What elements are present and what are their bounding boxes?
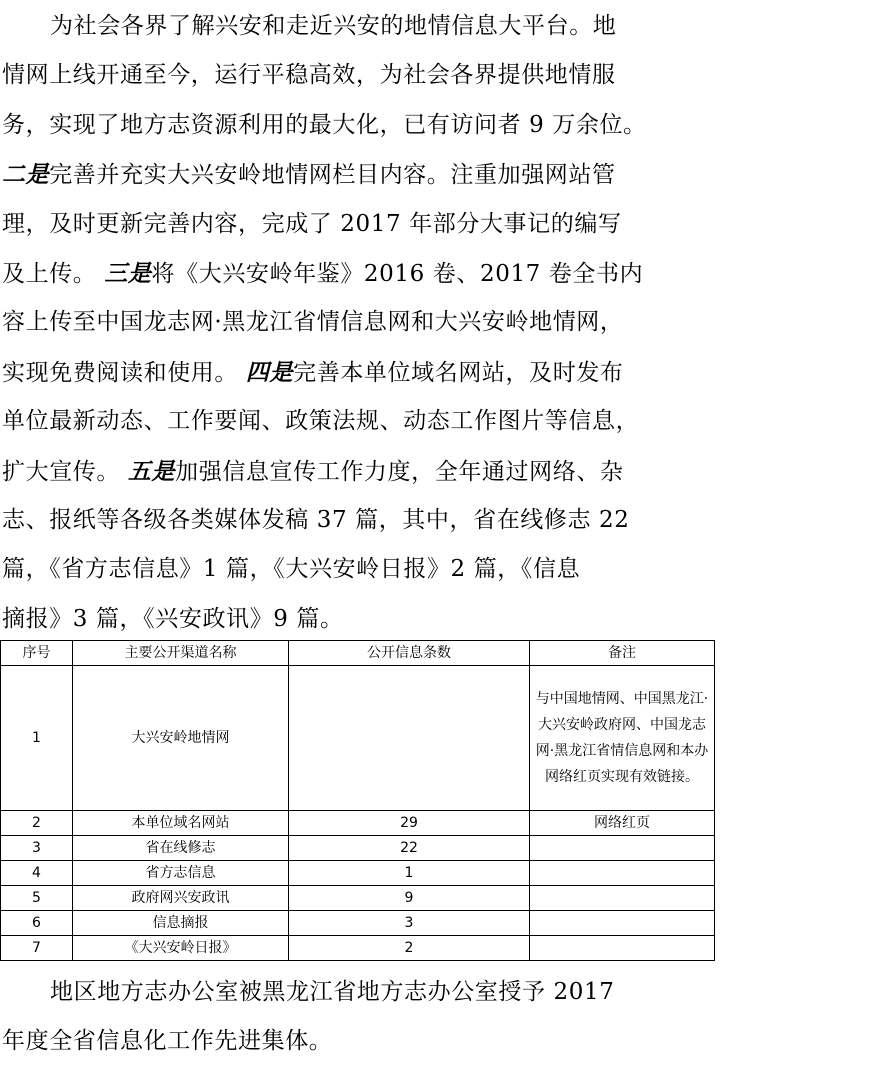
cell-note: [530, 836, 715, 861]
ordinal-emphasis: 五是: [127, 457, 176, 485]
cell-note: 网络红页: [530, 811, 715, 836]
cell-count: 3: [289, 911, 530, 936]
text-line: 容上传至中国龙志网·黑龙江省情信息网和大兴安岭地情网，: [2, 309, 624, 336]
text-line: [2, 348, 714, 397]
cell-note: [530, 936, 715, 961]
table-row: [1, 811, 715, 836]
cell-count: 22: [289, 836, 530, 861]
header-count: 公开信息条数: [289, 641, 530, 666]
text-line: [2, 150, 714, 199]
cell-count: 2: [289, 936, 530, 961]
text-run: 完善并充实大兴安岭地情网栏目内容。注重加强网站管: [49, 162, 616, 189]
cell-count: 29: [289, 811, 530, 836]
cell-channel: 信息摘报: [73, 911, 289, 936]
header-seq: 序号: [1, 641, 73, 666]
text-run: 将《大兴安岭年鉴》2016 卷、2017 卷全书内: [151, 260, 644, 287]
table-row: [1, 936, 715, 961]
cell-channel: 《大兴安岭日报》: [73, 936, 289, 961]
text-run: 加强信息宣传工作力度，全年通过网络、杂: [175, 458, 624, 485]
text-line: [2, 447, 714, 496]
text-line: 地区地方志办公室被黑龙江省地方志办公室授予 2017: [50, 979, 615, 1005]
text-line: 年度全省信息化工作先进集体。: [2, 1028, 333, 1055]
table-row: [1, 861, 715, 886]
header-note: 备注: [530, 641, 715, 666]
cell-seq: 6: [1, 911, 73, 936]
cell-count: 1: [289, 861, 530, 886]
text-run: 实现免费阅读和使用。: [2, 359, 238, 386]
disclosure-channel-table: [0, 640, 715, 961]
cell-channel: 大兴安岭地情网: [73, 666, 289, 811]
text-run: 扩大宣传。: [2, 458, 120, 485]
cell-seq: 1: [1, 666, 73, 811]
cell-note: [530, 861, 715, 886]
cell-note: [530, 911, 715, 936]
cell-channel: 省方志信息: [73, 861, 289, 886]
cell-seq: 2: [1, 811, 73, 836]
text-line: 篇，《省方志信息》1 篇，《大兴安岭日报》2 篇，《信息: [2, 556, 581, 583]
ordinal-emphasis: 四是: [245, 358, 294, 386]
text-line: 为社会各界了解兴安和走近兴安的地情信息大平台。地: [50, 13, 617, 39]
header-channel: 主要公开渠道名称: [73, 641, 289, 666]
body-paragraph-top: [2, 2, 714, 644]
text-line: 单位最新动态、工作要闻、政策法规、动态工作图片等信息，: [2, 408, 640, 435]
cell-seq: 7: [1, 936, 73, 961]
text-line: 情网上线开通至今，运行平稳高效，为社会各界提供地情服: [2, 62, 616, 89]
cell-channel: 政府网兴安政讯: [73, 886, 289, 911]
text-run: 及上传。: [2, 260, 97, 287]
table-row: [1, 666, 715, 811]
cell-channel: 本单位域名网站: [73, 811, 289, 836]
table-row: [1, 836, 715, 861]
table-row: [1, 911, 715, 936]
text-line: 摘报》3 篇，《兴安政讯》9 篇。: [2, 605, 344, 632]
cell-note: [530, 886, 715, 911]
cell-count: 9: [289, 886, 530, 911]
text-line: [2, 249, 714, 298]
cell-seq: 4: [1, 861, 73, 886]
ordinal-emphasis: 三是: [104, 259, 152, 287]
cell-seq: 3: [1, 836, 73, 861]
ordinal-emphasis: 二是: [2, 161, 50, 189]
cell-note: 与中国地情网、中国黑龙江·大兴安岭政府网、中国龙志网·黑龙江省情信息网和本办网络红页实现有效链接。: [530, 666, 715, 811]
cell-channel: 省在线修志: [73, 836, 289, 861]
table-header-row: [1, 641, 715, 666]
text-run: 完善本单位域名网站，及时发布: [293, 359, 624, 386]
text-line: 理，及时更新完善内容，完成了 2017 年部分大事记的编写: [2, 210, 622, 237]
table-row: [1, 886, 715, 911]
text-line: 志、报纸等各级各类媒体发稿 37 篇，其中，省在线修志 22: [2, 506, 630, 533]
body-paragraph-bottom: [2, 968, 714, 1067]
cell-count: [289, 666, 530, 811]
cell-seq: 5: [1, 886, 73, 911]
text-line: 务，实现了地方志资源利用的最大化，已有访问者 9 万余位。: [2, 111, 647, 138]
